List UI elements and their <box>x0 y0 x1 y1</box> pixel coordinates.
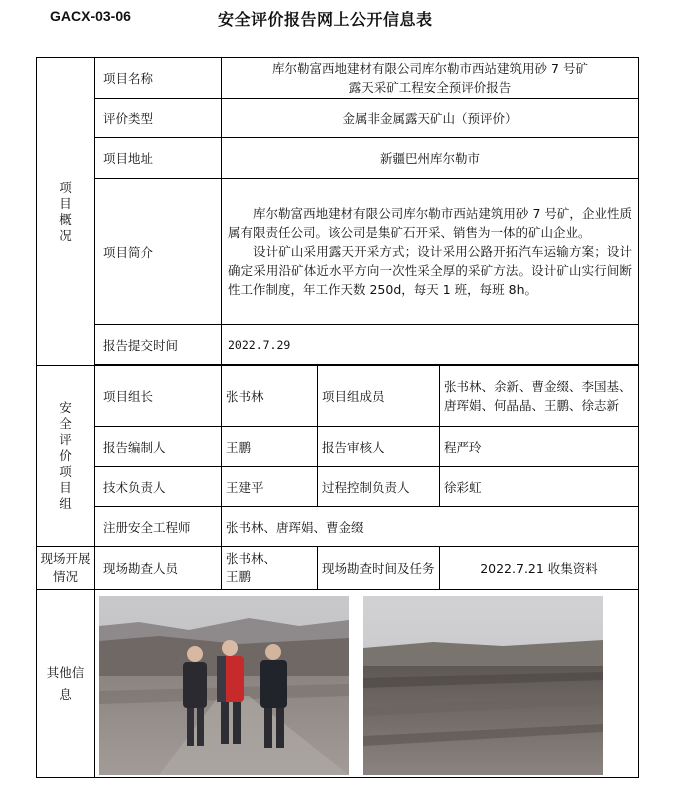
task-label: 现场勘查时间及任务 <box>318 547 440 590</box>
row-other <box>37 590 639 778</box>
section-overview: 项目概况 <box>37 58 95 366</box>
process-value: 徐彩虹 <box>440 467 639 507</box>
row-intro <box>37 179 639 325</box>
site-team-photo <box>99 596 349 775</box>
surveyors-value: 张书林、 王鹏 <box>222 547 318 590</box>
row-submit-time <box>37 325 639 365</box>
leader-value: 张书林 <box>222 366 318 427</box>
photos-cell <box>95 590 639 778</box>
compiler-value: 王鹏 <box>222 427 318 467</box>
row-engineers <box>37 507 639 547</box>
open-pit-photo <box>363 596 603 775</box>
reviewer-label: 报告审核人 <box>318 427 440 467</box>
project-name-label: 项目名称 <box>95 58 222 99</box>
eval-type-value: 金属非金属露天矿山（预评价） <box>222 99 639 138</box>
section-other: 其他信息 <box>37 590 95 778</box>
project-name-value: 库尔勒富西地建材有限公司库尔勒市西站建筑用砂 7 号矿 露天采矿工程安全预评价报告 <box>222 58 639 99</box>
tech-label: 技术负责人 <box>95 467 222 507</box>
tech-value: 王建平 <box>222 467 318 507</box>
address-value: 新疆巴州库尔勒市 <box>222 138 639 179</box>
members-value: 张书林、余新、曹金缀、李国基、唐珲娟、何晶晶、王鹏、徐志新 <box>440 366 639 427</box>
row-address <box>37 138 639 179</box>
process-label: 过程控制负责人 <box>318 467 440 507</box>
leader-label: 项目组长 <box>95 366 222 427</box>
intro-value <box>222 179 639 325</box>
surveyors-label: 现场勘查人员 <box>95 547 222 590</box>
section-site: 现场开展情况 <box>37 547 95 590</box>
section-team: 安全评价项目组 <box>37 366 95 547</box>
task-value: 2022.7.21 收集资料 <box>440 547 639 590</box>
eval-type-label: 评价类型 <box>95 99 222 138</box>
intro-paragraph-2: 设计矿山采用露天开采方式；设计采用公路开拓汽车运输方案；设计确定采用沿矿体近水平方向一次性采全厚的采矿方法。设计矿山实行间断性工作制度，年工作天数 250d，每天 1 班，每班 8h。 <box>228 244 633 297</box>
row-project-name <box>37 58 639 99</box>
submit-time-label: 报告提交时间 <box>95 325 222 365</box>
intro-label: 项目简介 <box>95 179 222 325</box>
row-leader <box>37 366 639 427</box>
info-table <box>36 57 639 778</box>
address-label: 项目地址 <box>95 138 222 179</box>
row-tech <box>37 467 639 507</box>
row-eval-type <box>37 99 639 138</box>
document-code: GACX-03-06 <box>50 8 131 24</box>
members-label: 项目组成员 <box>318 366 440 427</box>
reviewer-value: 程严玲 <box>440 427 639 467</box>
submit-time-value: 2022.7.29 <box>222 325 639 365</box>
engineer-label: 注册安全工程师 <box>95 507 222 547</box>
intro-paragraph-1: 库尔勒富西地建材有限公司库尔勒市西站建筑用砂 7 号矿，企业性质属有限责任公司。该公司是集矿石开采、销售为一体的矿山企业。 <box>228 206 633 240</box>
engineers-value: 张书林、唐珲娟、曹金缀 <box>222 507 639 547</box>
row-site <box>37 547 639 590</box>
document-title: 安全评价报告网上公开信息表 <box>218 10 433 29</box>
compiler-label: 报告编制人 <box>95 427 222 467</box>
row-compiler <box>37 427 639 467</box>
